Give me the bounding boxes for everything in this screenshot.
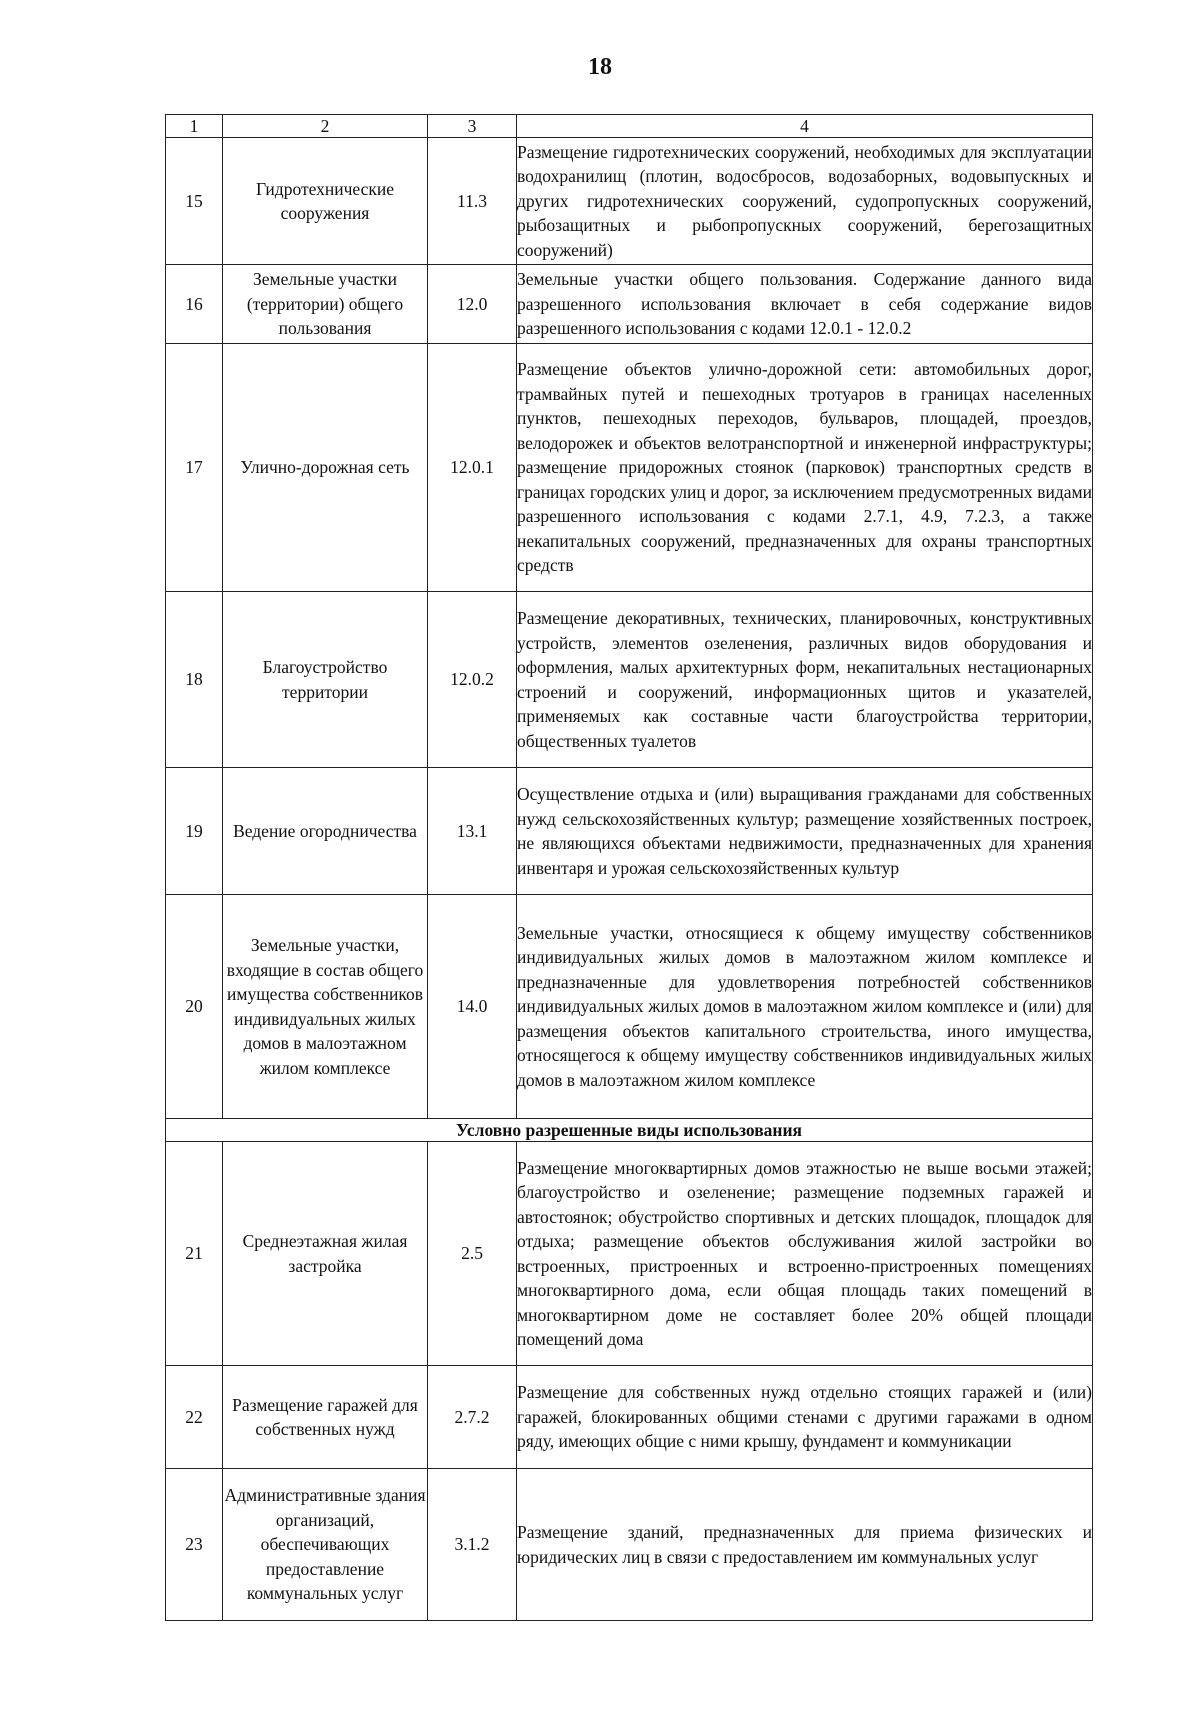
table-row: [166, 265, 1093, 344]
table-header-row: [166, 115, 1093, 138]
use-type-name: Среднеэтажная жилая застройка: [223, 1142, 428, 1366]
header-col-2: 2: [223, 115, 428, 138]
row-number: 19: [166, 768, 223, 895]
use-type-code: 2.7.2: [428, 1366, 517, 1469]
use-type-code: 11.3: [428, 138, 517, 265]
use-type-description: Размещение зданий, предназначенных для приема физических и юридических лиц в связи с предоставлением им коммунальных услуг: [517, 1469, 1093, 1621]
row-number: 20: [166, 895, 223, 1119]
use-type-code: 12.0: [428, 265, 517, 344]
table-row: [166, 1142, 1093, 1366]
use-type-name: Ведение огородничества: [223, 768, 428, 895]
row-number: 21: [166, 1142, 223, 1366]
use-type-code: 12.0.1: [428, 344, 517, 592]
use-type-code: 14.0: [428, 895, 517, 1119]
table-row: [166, 895, 1093, 1119]
table-row: [166, 592, 1093, 768]
use-type-code: 2.5: [428, 1142, 517, 1366]
row-number: 17: [166, 344, 223, 592]
use-type-name: Размещение гаражей для собственных нужд: [223, 1366, 428, 1469]
land-use-table: [165, 114, 1093, 1621]
header-col-3: 3: [428, 115, 517, 138]
row-number: 23: [166, 1469, 223, 1621]
use-type-description: Размещение объектов улично-дорожной сети: автомобильных дорог, трамвайных путей и пешеходных тротуаров в границах населенных пунктов, пешеходных переходов, бульваров, площадей, проездов, велодорожек и объектов велотранспортной и инженерной инфраструктуры; размещение придорожных стоянок (парковок) транспортных средств в границах городских улиц и дорог, за исключением предусмотренных видами разрешенного использования с кодами 2.7.1, 4.9, 7.2.3, а также некапитальных сооружений, предназначенных для охраны транспортных средств: [517, 344, 1093, 592]
use-type-code: 13.1: [428, 768, 517, 895]
page-number: 18: [588, 54, 612, 80]
use-type-code: 12.0.2: [428, 592, 517, 768]
use-type-name: Земельные участки, входящие в состав общего имущества собственников индивидуальных жилых домов в малоэтажном жилом комплексе: [223, 895, 428, 1119]
use-type-name: Административные здания организаций, обеспечивающих предоставление коммунальных услуг: [223, 1469, 428, 1621]
use-type-name: Благоустройство территории: [223, 592, 428, 768]
header-col-4: 4: [517, 115, 1093, 138]
table-row: [166, 1366, 1093, 1469]
use-type-description: Земельные участки, относящиеся к общему имуществу собственников индивидуальных жилых домов в малоэтажном жилом комплексе и предназначенные для удовлетворения потребностей собственников индивидуальных жилых домов в малоэтажном жилом комплексе и (или) для размещения объектов капитального строительства, иного имущества, относящегося к общему имуществу собственников индивидуальных жилых домов в малоэтажном жилом комплексе: [517, 895, 1093, 1119]
row-number: 18: [166, 592, 223, 768]
use-type-description: Размещение для собственных нужд отдельно стоящих гаражей и (или) гаражей, блокированных общими стенами с другими гаражами в одном ряду, имеющих общие с ними крышу, фундамент и коммуникации: [517, 1366, 1093, 1469]
use-type-name: Улично-дорожная сеть: [223, 344, 428, 592]
row-number: 15: [166, 138, 223, 265]
table-row: [166, 344, 1093, 592]
section-title: Условно разрешенные виды использования: [166, 1119, 1093, 1142]
use-type-description: Земельные участки общего пользования. Содержание данного вида разрешенного использования включает в себя содержание видов разрешенного использования с кодами 12.0.1 - 12.0.2: [517, 265, 1093, 344]
use-type-name: Земельные участки (территории) общего пользования: [223, 265, 428, 344]
section-row: [166, 1119, 1093, 1142]
use-type-description: Размещение декоративных, технических, планировочных, конструктивных устройств, элементов озеленения, различных видов оборудования и оформления, малых архитектурных форм, некапитальных нестационарных строений и сооружений, информационных щитов и указателей, применяемых как составные части благоустройства территории, общественных туалетов: [517, 592, 1093, 768]
use-type-name: Гидротехнические сооружения: [223, 138, 428, 265]
table-row: [166, 768, 1093, 895]
table-row: [166, 1469, 1093, 1621]
row-number: 16: [166, 265, 223, 344]
table-row: [166, 138, 1093, 265]
use-type-description: Размещение многоквартирных домов этажностью не выше восьми этажей; благоустройство и озеленение; размещение подземных гаражей и автостоянок; обустройство спортивных и детских площадок, площадок для отдыха; размещение объектов обслуживания жилой застройки во встроенных, пристроенных и встроенно-пристроенных помещениях многоквартирного дома, если общая площадь таких помещений в многоквартирном доме не составляет более 20% общей площади помещений дома: [517, 1142, 1093, 1366]
row-number: 22: [166, 1366, 223, 1469]
header-col-1: 1: [166, 115, 223, 138]
use-type-description: Осуществление отдыха и (или) выращивания гражданами для собственных нужд сельскохозяйственных культур; размещение хозяйственных построек, не являющихся объектами недвижимости, предназначенных для хранения инвентаря и урожая сельскохозяйственных культур: [517, 768, 1093, 895]
use-type-code: 3.1.2: [428, 1469, 517, 1621]
use-type-description: Размещение гидротехнических сооружений, необходимых для эксплуатации водохранилищ (плотин, водосбросов, водозаборных, водовыпускных и других гидротехнических сооружений, судопропускных сооружений, рыбозащитных и рыбопропускных сооружений, берегозащитных сооружений): [517, 138, 1093, 265]
